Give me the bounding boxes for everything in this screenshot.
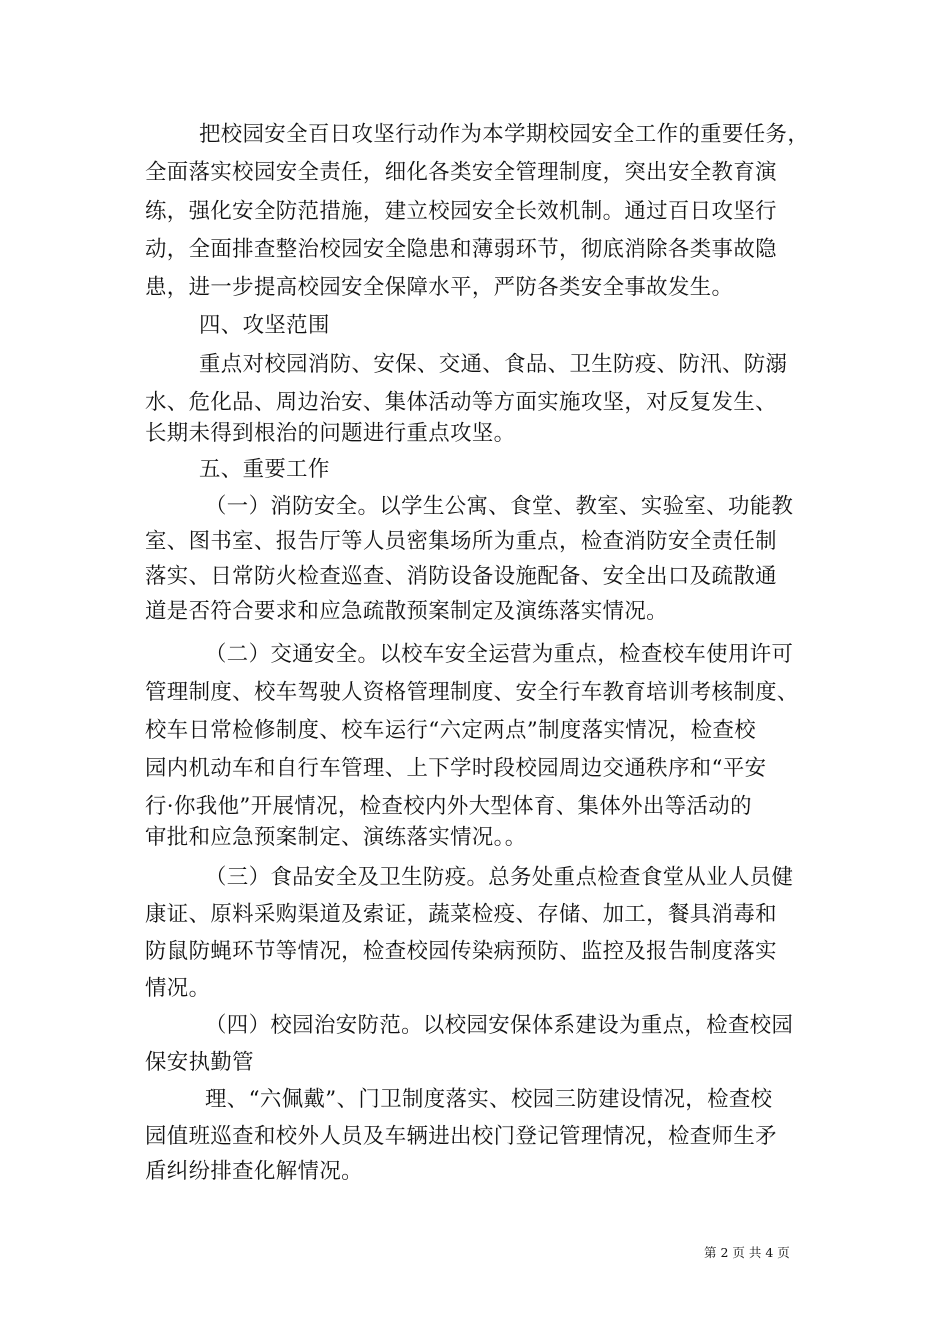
text-line: 盾纠纷排查化解情况。: [145, 1159, 363, 1184]
text-line: 保安执勤管: [145, 1050, 254, 1075]
text-line: 情况。: [145, 976, 211, 1001]
text-line: 全面落实校园安全责任，细化各类安全管理制度，突出安全教育演: [145, 160, 777, 185]
text-line: 防鼠防蝇环节等情况，检查校园传染病预防、监控及报告制度落实: [145, 939, 777, 964]
text-line: （四）校园治安防范。以校园安保体系建设为重点，检查校园: [205, 1013, 794, 1038]
text-line: 园值班巡查和校外人员及车辆进出校门登记管理情况，检查师生矛: [145, 1124, 777, 1149]
text-line: 动，全面排查整治校园安全隐患和薄弱环节，彻底消除各类事故隐: [145, 237, 777, 262]
text-line: 落实、日常防火检查巡查、消防设备设施配备、安全出口及疏散通: [145, 564, 777, 589]
text-line: 室、图书室、报告厅等人员密集场所为重点，检查消防安全责任制: [145, 529, 777, 554]
section-heading: 五、重要工作: [199, 457, 330, 482]
text-line: 审批和应急预案制定、演练落实情况。。: [145, 825, 527, 850]
text-line: 练，强化安全防范措施，建立校园安全长效机制。通过百日攻坚行: [145, 199, 777, 224]
page-number: 第 2 页 共 4 页: [704, 1245, 790, 1260]
text-line: 康证、原料采购渠道及索证，蔬菜检疫、存储、加工，餐具消毒和: [145, 902, 777, 927]
text-line: （二）交通安全。以校车安全运营为重点，检查校车使用许可: [205, 642, 794, 667]
text-line: 校车日常检修制度、校车运行“六定两点”制度落实情况，检查校: [145, 718, 757, 743]
text-line: （三）食品安全及卫生防疫。总务处重点检查食堂从业人员健: [205, 865, 794, 890]
text-line: 理、“六佩戴”、门卫制度落实、校园三防建设情况，检查校: [205, 1087, 773, 1112]
text-line: 水、危化品、周边治安、集体活动等方面实施攻坚，对反复发生、: [145, 390, 777, 415]
text-line: 管理制度、校车驾驶人资格管理制度、安全行车教育培训考核制度、: [145, 680, 799, 705]
text-line: 重点对校园消防、安保、交通、食品、卫生防疫、防汛、防溺: [199, 352, 788, 377]
text-line: 行·你我他”开展情况，检查校内外大型体育、集体外出等活动的: [145, 794, 752, 819]
text-line: 道是否符合要求和应急疏散预案制定及演练落实情况。: [145, 599, 668, 624]
text-line: 园内机动车和自行车管理、上下学时段校园周边交通秩序和“平安: [145, 756, 767, 781]
text-line: 患，进一步提高校园安全保障水平，严防各类安全事故发生。: [145, 275, 734, 300]
text-line: 把校园安全百日攻坚行动作为本学期校园安全工作的重要任务，: [199, 122, 810, 147]
text-line: 长期未得到根治的问题进行重点攻坚。: [145, 421, 516, 446]
text-line: （一）消防安全。以学生公寓、食堂、教室、实验室、功能教: [205, 494, 794, 519]
section-heading: 四、攻坚范围: [199, 313, 330, 338]
